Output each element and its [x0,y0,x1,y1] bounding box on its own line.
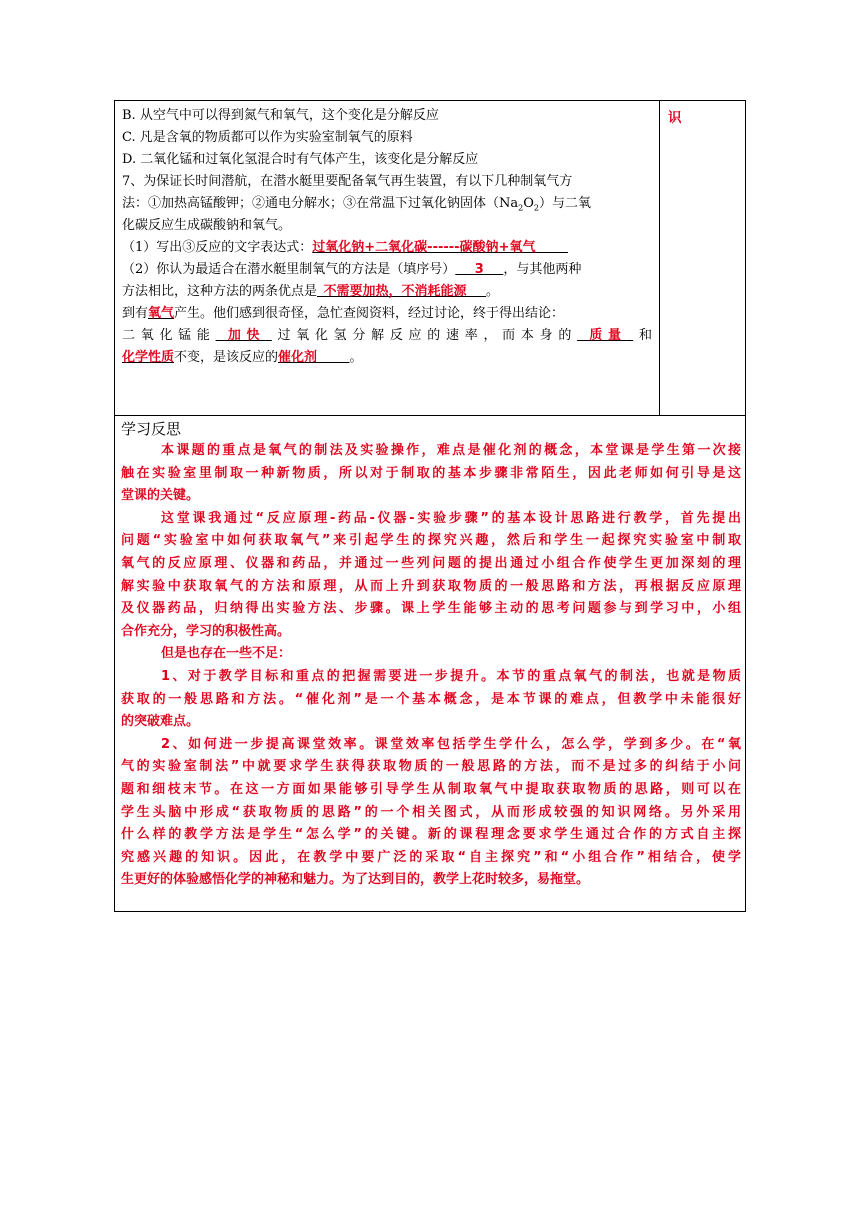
part-1: （1）写出③反应的文字表达式：过氧化钠+二氧化碳------碳酸钠+氧气 [122,240,536,255]
reflection-line: 解实验中获取氧气的方法和原理，从而上升到获取物质的一般思路和方法，再根据反应原理 [121,578,741,594]
question-7-line-1: 7、为保证长时间潜航，在潜水艇里要配备氧气再生装置，有以下几种制氧气方 [122,174,573,189]
reflection-line: 2、如何进一步提高课堂效率。课堂效率包括学生学什么，怎么学，学到多少。在“氧 [161,736,741,752]
answer-catalyst: 催化剂 [278,350,318,365]
option-d: D. 二氧化锰和过氧化氢混合时有气体产生，该变化是分解反应 [122,152,479,167]
reflection-section [115,416,745,911]
option-c: C. 凡是含氧的物质都可以作为实验室制氧气的原料 [122,130,413,145]
question-7-line-3: 化碳反应生成碳酸钠和氧气。 [122,218,292,233]
content-table [114,100,746,912]
answer-word-equation: 过氧化钠+二氧化碳------碳酸钠+氧气 [312,240,536,255]
reflection-line: 但是也存在一些不足： [161,646,292,662]
answer-method-number: 3 [474,262,484,277]
reflection-line: 合作充分，学习的积极性高。 [121,623,291,639]
line-conclusion: 二氧化锰能 加快 过氧化氢分解反应的速率，而本身的 质量 和 [122,328,652,343]
reflection-line: 本课题的重点是氧气的制法及实验操作，难点是催化剂的概念，本堂课是学生第一次接 [161,443,741,458]
line-oxygen: 到有氧气产生。他们感到很奇怪，急忙查阅资料，经过讨论，终于得出结论： [122,306,565,321]
reflection-line: 气的实验室制法”中就要求学生获得获取物质的一般思路的方法，而不是过多的纠结于小问 [121,759,741,775]
exercise-cell [115,101,660,415]
reflection-line: 氧气的反应原理、仪器和药品，并通过一些列问题的提出通过小组合作使学生更加深刻的理 [121,556,741,571]
reflection-line: 什么样的教学方法是学生“怎么学”的关键。新的课程理念要求学生通过合作的方式自主探 [121,827,741,843]
reflection-line: 触在实验室里制取一种新物质，所以对于制取的基本步骤非常陌生，因此老师如何引导是这 [121,465,741,481]
reflection-line: 问题“实验室中如何获取氧气”来引起学生的探究兴趣，然后和学生一起探究实验室中制取 [121,533,741,549]
answer-mass: 质量 [583,328,627,343]
answer-oxygen: 氧气 [148,306,175,321]
question-7-line-2: 法：①加热高锰酸钾；②通电分解水；③在常温下过氧化钠固体$(Na_2O_2)$与二氧 [122,196,592,213]
reflection-line: 题和细枝末节。在这一方面如果能够引导学生从制取氧气中提取获取物质的思路，则可以在 [121,782,741,797]
part-2: （2）你认为最适合在潜水艇里制氧气的方法是（填序号） 3 ，与其他两种 [122,262,582,277]
reflection-line: 生更好的体验感悟化学的神秘和魅力。为了达到目的，教学上花时较多，易拖堂。 [121,872,590,888]
reflection-line: 获取的一般思路和方法。“催化剂”是一个基本概念，是本节课的难点，但教学中未能很好 [121,691,741,707]
option-b: B. 从空气中可以得到氮气和氧气，这个变化是分解反应 [122,108,439,123]
reflection-line: 究感兴趣的知识。因此，在教学中要广泛的采取“自主探究”和“小组合作”相结合，使学 [121,849,741,865]
exercise-row [115,101,745,416]
line-catalyst: 化学性质不变，是该反应的催化剂 。 [122,350,363,365]
reflection-heading: 学习反思 [121,420,182,438]
reflection-line: 堂课的关键。 [121,488,200,504]
side-label: 识 [668,110,682,126]
side-cell [660,101,745,415]
reflection-line: 学生头脑中形成“获取物质的思路”的一个相关图式，从而形成较强的知识网络。另外采用 [121,804,741,820]
answer-advantages: 不需要加热，不消耗能源 [323,284,467,299]
answer-speed-up: 加快 [222,328,266,343]
reflection-line: 的突破难点。 [121,714,200,730]
reflection-line: 1、对于教学目标和重点的把握需要进一步提升。本节的重点氧气的制法，也就是物质 [161,669,741,684]
answer-chemical-properties: 化学性质 [122,350,175,365]
part-2-continued: 方法相比，这种方法的两条优点是 不需要加热，不消耗能源 。 [122,284,500,299]
reflection-line: 及仪器药品，归纳得出实验方法、步骤。课上学生能够主动的思考问题参与到学习中，小组 [121,601,741,617]
reflection-line: 这堂课我通过“反应原理-药品-仪器-实验步骤”的基本设计思路进行教学，首先提出 [161,510,741,526]
